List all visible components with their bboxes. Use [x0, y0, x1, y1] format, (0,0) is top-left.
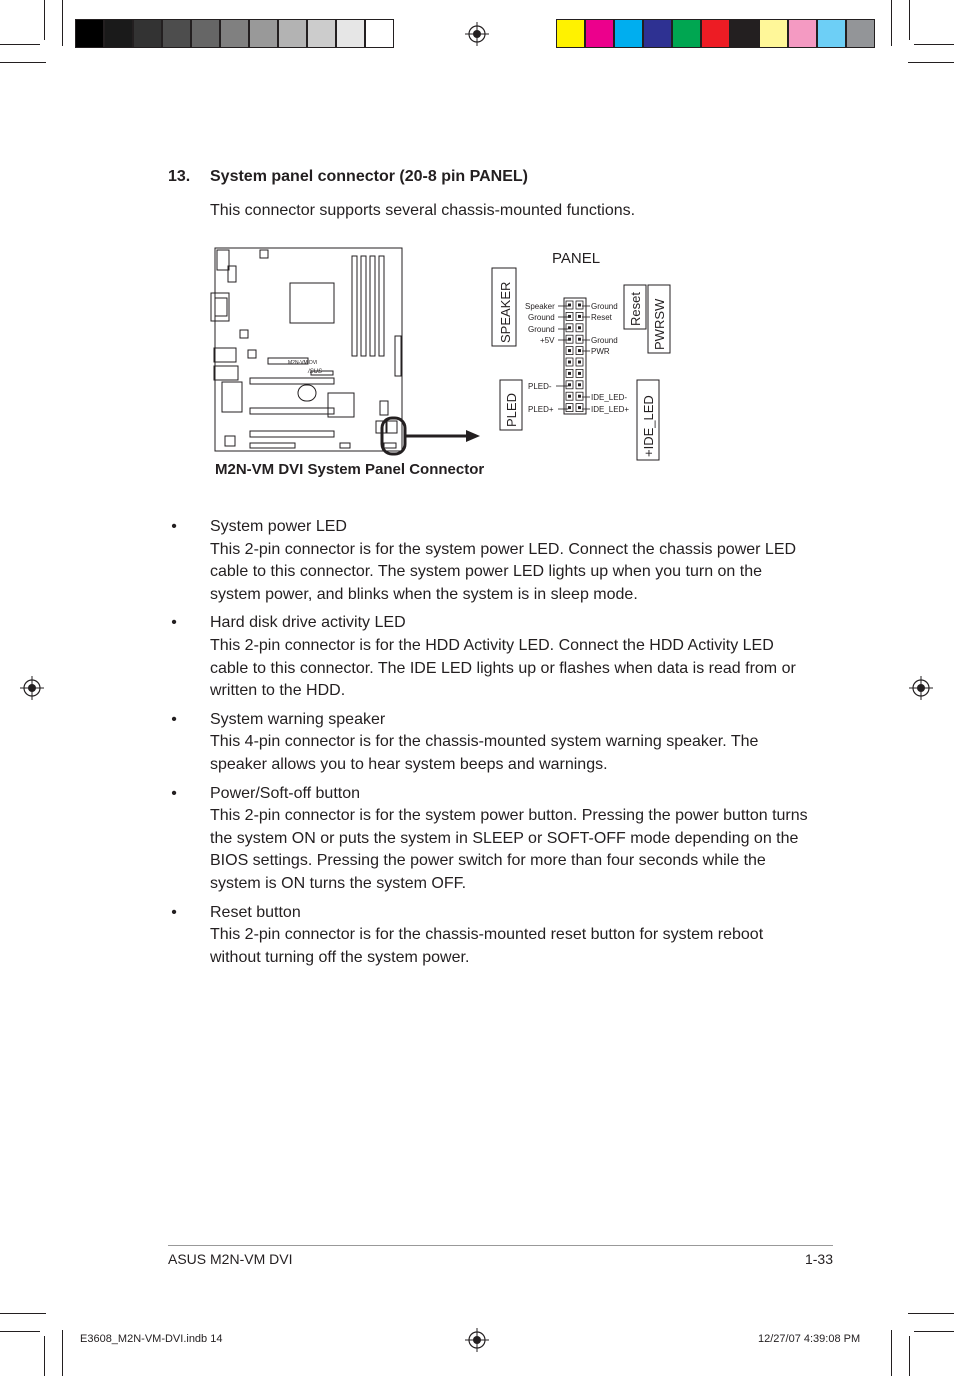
- color-swatch: [759, 19, 788, 48]
- list-item-title: System power LED: [210, 518, 347, 535]
- list-item-title: Hard disk drive activity LED: [210, 614, 406, 632]
- bullet-icon: •: [171, 518, 177, 535]
- list-item: [168, 516, 808, 606]
- color-swatch: [614, 19, 643, 48]
- gray-swatch: [75, 19, 104, 48]
- crop-mark: [44, 1336, 45, 1376]
- crop-mark: [44, 0, 45, 40]
- color-swatch: [730, 19, 759, 48]
- registration-mark-icon: [20, 676, 44, 700]
- color-swatch: [817, 19, 846, 48]
- pin-contact: [578, 383, 581, 386]
- crop-mark: [909, 1336, 910, 1376]
- crop-mark: [62, 1330, 63, 1376]
- pin-label-ide-led-plus: IDE_LED+: [591, 405, 630, 414]
- bullet-icon: •: [171, 784, 177, 802]
- gray-swatch: [278, 19, 307, 48]
- color-swatch: [643, 19, 672, 48]
- color-swatch: [672, 19, 701, 48]
- list-item-body: This 2-pin connector is for the chassis-mounted reset button for system reboot without turning off the system power.: [210, 926, 764, 966]
- pwrsw-group-label: PWRSW: [652, 298, 667, 350]
- footer-page-number: 1-33: [804, 1251, 833, 1267]
- pled-group-label: PLED: [504, 393, 519, 427]
- pin-contact: [568, 304, 571, 307]
- gray-swatch: [249, 19, 278, 48]
- gray-swatch: [336, 19, 365, 48]
- gray-swatch: [191, 19, 220, 48]
- section-number: 13.: [168, 168, 191, 185]
- slug-filename: E3608_M2N-VM-DVI.indb 14: [80, 1333, 223, 1345]
- registration-mark-icon: [465, 22, 489, 46]
- crop-mark: [909, 0, 910, 40]
- list-item-title: Reset button: [210, 903, 301, 921]
- pin-label-ground-2: Ground: [528, 325, 555, 334]
- pin-contact: [578, 349, 581, 352]
- list-item: [168, 709, 808, 777]
- bullet-icon: •: [171, 710, 177, 728]
- color-swatch: [788, 19, 817, 48]
- gray-swatch: [162, 19, 191, 48]
- pin-label-pled-minus: PLED-: [528, 382, 552, 391]
- speaker-group-label: SPEAKER: [498, 281, 513, 343]
- reset-group-label: Reset: [628, 292, 643, 326]
- list-item: [168, 902, 808, 970]
- crop-mark: [0, 62, 46, 63]
- list-item-body: This 2-pin connector is for the system power button. Pressing the power button turns the system ON or puts the system in SLEEP or SOFT-OFF mode depending on the BIOS settings. Pressing the power switch for more than four seconds while the system is ON turns the system OFF.: [210, 807, 808, 892]
- panel-title: PANEL: [552, 250, 601, 267]
- pin-label-reset: Reset: [591, 313, 612, 322]
- footer-product-name: ASUS M2N-VM DVI: [168, 1251, 293, 1267]
- pin-contact: [568, 406, 571, 409]
- pin-contact: [578, 372, 581, 375]
- pin-contact: [578, 338, 581, 341]
- bullet-icon: •: [171, 614, 177, 632]
- board-label: M2N-VM DVI: [288, 360, 318, 366]
- registration-mark-icon: [465, 1328, 489, 1352]
- gray-swatch: [220, 19, 249, 48]
- gray-swatch: [307, 19, 336, 48]
- pin-contact: [568, 349, 571, 352]
- crop-mark: [914, 44, 954, 45]
- pin-label-5v: +5V: [540, 336, 555, 345]
- pin-contact: [568, 361, 571, 364]
- pin-contact: [568, 326, 571, 329]
- feature-list: [168, 516, 808, 975]
- color-swatch: [701, 19, 730, 48]
- section-intro: This connector supports several chassis-mounted functions.: [210, 202, 636, 219]
- list-item-body: This 2-pin connector is for the HDD Activity LED. Connect the HDD Activity LED cable to this connector. The IDE LED lights up or flashes when data is read from or written to the HDD.: [210, 636, 796, 700]
- slug-datetime: 12/27/07 4:39:08 PM: [758, 1333, 861, 1345]
- section-heading: [168, 168, 528, 186]
- diagram-caption: M2N-VM DVI System Panel Connector: [215, 461, 485, 478]
- motherboard-illustration: [211, 248, 402, 451]
- pin-label-pwr: PWR: [591, 347, 610, 356]
- color-swatch: [556, 19, 585, 48]
- gray-swatch: [104, 19, 133, 48]
- list-item-title: System warning speaker: [210, 710, 386, 728]
- crop-mark: [0, 1313, 46, 1314]
- color-swatch: [585, 19, 614, 48]
- pin-label-speaker: Speaker: [525, 302, 555, 311]
- section-title: System panel connector (20-8 pin PANEL): [210, 168, 528, 185]
- crop-mark: [62, 0, 63, 46]
- board-logo: /SUS: [308, 369, 323, 375]
- pin-label-ground-pwr: Ground: [591, 336, 618, 345]
- pin-label-ground-1: Ground: [528, 313, 555, 322]
- list-item-title: Power/Soft-off button: [210, 784, 361, 802]
- crop-mark: [891, 1330, 892, 1376]
- ide-led-group-label: +IDE_LED: [641, 395, 656, 457]
- registration-mark-icon: [909, 676, 933, 700]
- pin-contact: [578, 406, 581, 409]
- pin-contact: [578, 326, 581, 329]
- pin-contact: [578, 304, 581, 307]
- crop-mark: [914, 1331, 954, 1332]
- bullet-icon: •: [171, 903, 177, 921]
- pin-contact: [578, 315, 581, 318]
- pin-contact: [578, 395, 581, 398]
- gray-swatch: [133, 19, 162, 48]
- pin-contact: [568, 395, 571, 398]
- footer-rule: [168, 1245, 833, 1246]
- list-item-body: This 2-pin connector is for the system power LED. Connect the chassis power LED cable to this connector. The system power LED lights up when you turn on the system power, and blinks when the system is in sleep mode.: [210, 540, 797, 603]
- list-item: [168, 783, 808, 896]
- crop-mark: [908, 1313, 954, 1314]
- list-item: [168, 612, 808, 702]
- crop-mark: [891, 0, 892, 46]
- list-item-body: This 4-pin connector is for the chassis-mounted system warning speaker. The speaker allows you to hear system beeps and warnings.: [210, 733, 759, 773]
- arrowhead-icon: [466, 430, 480, 442]
- gray-swatch: [365, 19, 394, 48]
- pin-contact: [568, 383, 571, 386]
- crop-mark: [0, 1331, 40, 1332]
- panel-connector-diagram: [200, 238, 680, 483]
- crop-mark: [0, 44, 40, 45]
- pin-label-ide-led-minus: IDE_LED-: [591, 393, 628, 402]
- pin-contact: [568, 372, 571, 375]
- crop-mark: [908, 62, 954, 63]
- pin-label-pled-plus: PLED+: [528, 405, 554, 414]
- pin-contact: [578, 361, 581, 364]
- pin-contact: [568, 315, 571, 318]
- pin-label-ground-reset: Ground: [591, 302, 618, 311]
- color-swatch: [846, 19, 875, 48]
- pin-contact: [568, 338, 571, 341]
